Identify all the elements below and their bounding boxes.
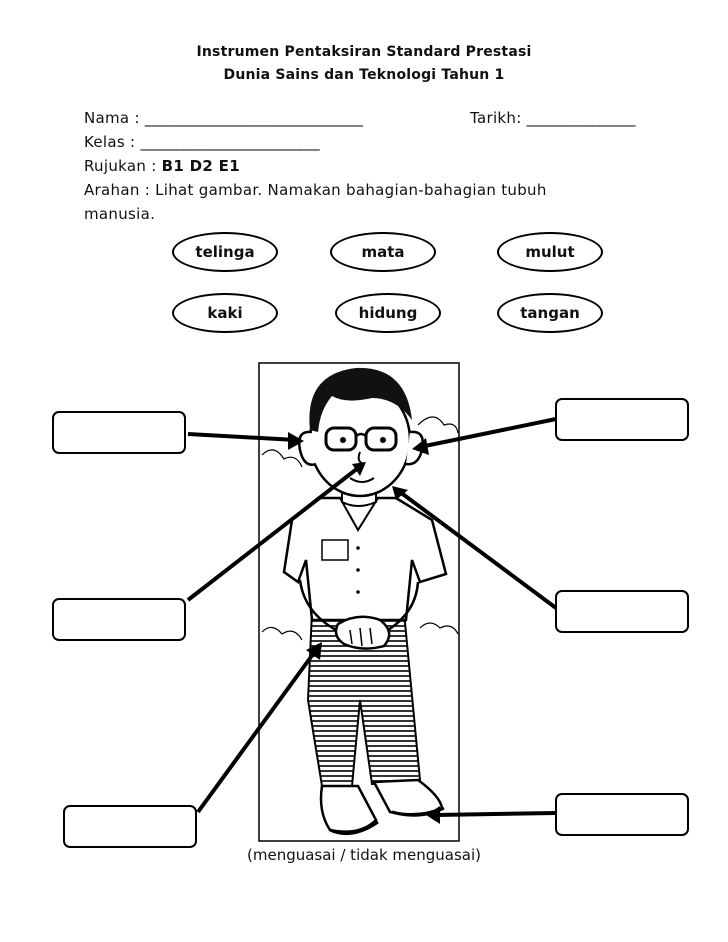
word-tangan[interactable]: tangan [497, 293, 603, 333]
rujukan-label: Rujukan : [84, 157, 162, 175]
worksheet-title-1: Instrumen Pentaksiran Standard Prestasi [196, 44, 532, 60]
arahan-line-2: manusia. [84, 205, 156, 223]
word-hidung[interactable]: hidung [335, 293, 441, 333]
word-mata[interactable]: mata [330, 232, 436, 272]
answer-box-right-1[interactable] [555, 398, 689, 441]
rujukan-value: B1 D2 E1 [161, 157, 240, 175]
arrow-kaki [436, 813, 556, 815]
arahan-line-1: Arahan : Lihat gambar. Namakan bahagian-bahagian tubuh [84, 181, 547, 199]
worksheet-title-2: Dunia Sains dan Teknologi Tahun 1 [223, 67, 505, 83]
answer-box-left-1[interactable] [52, 411, 186, 454]
answer-box-left-3[interactable] [63, 805, 197, 848]
answer-box-left-2[interactable] [52, 598, 186, 641]
kelas-field: Kelas : _______________________ [84, 133, 320, 151]
word-kaki[interactable]: kaki [172, 293, 278, 333]
answer-box-right-3[interactable] [555, 793, 689, 836]
word-telinga[interactable]: telinga [172, 232, 278, 272]
tarikh-field: Tarikh: ______________ [470, 109, 636, 127]
nama-field: Nama : ____________________________ [84, 109, 364, 127]
answer-box-right-2[interactable] [555, 590, 689, 633]
word-mulut[interactable]: mulut [497, 232, 603, 272]
mastery-footer: (menguasai / tidak menguasai) [247, 846, 481, 864]
